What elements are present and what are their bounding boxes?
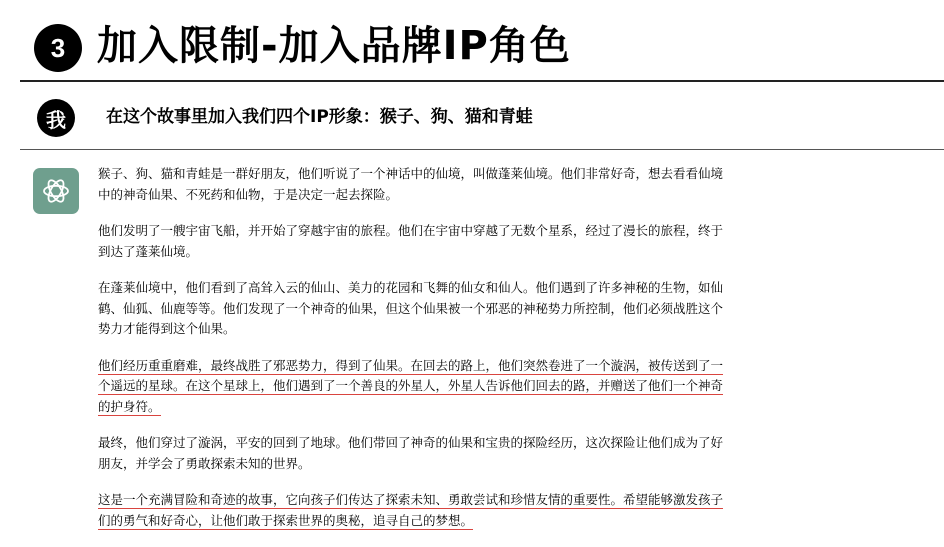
chatgpt-logo-icon [33, 168, 79, 214]
title-divider [20, 80, 944, 82]
answer-paragraph-1: 猴子、狗、猫和青蛙是一群好朋友，他们听说了一个神话中的仙境，叫做蓬莱仙境。他们非常好奇，想去看看仙境中的神奇仙果、不死药和仙物，于是决定一起去探险。 [98, 166, 724, 202]
answer-paragraph-2: 他们发明了一艘宇宙飞船，并开始了穿越宇宙的旅程。他们在宇宙中穿越了无数个星系，经过了漫长的旅程，终于到达了蓬莱仙境。 [98, 223, 724, 259]
message-divider [20, 149, 944, 150]
highlighted-paragraph-4: 他们经历重重磨难，最终战胜了邪恶势力，得到了仙果。在回去的路上，他们突然卷进了一个漩涡，被传送到了一个遥远的星球。在这个星球上，他们遇到了一个善良的外星人，外星人告诉他们回去的路，并赠送了他们一个神奇的护身符。 [98, 357, 724, 414]
highlighted-paragraph-6: 这是一个充满冒险和奇迹的故事，它向孩子们传达了探索未知、勇敢尝试和珍惜友情的重要性。希望能够激发孩子们的勇气和好奇心，让他们敢于探索世界的奥秘，追寻自己的梦想。 [98, 492, 724, 528]
section-number-badge: 3 [34, 24, 82, 72]
slide-title: 加入限制-加入品牌IP角色 [97, 23, 571, 69]
user-message: 在这个故事里加入我们四个IP形象：猴子、狗、猫和青蛙 [106, 107, 533, 127]
assistant-answer [98, 164, 723, 547]
answer-paragraph-4 [98, 356, 723, 418]
answer-paragraph-3: 在蓬莱仙境中，他们看到了高耸入云的仙山、美力的花园和飞舞的仙女和仙人。他们遇到了许多神秘的生物，如仙鹤、仙狐、仙鹿等等。他们发现了一个神奇的仙果，但这个仙果被一个邪恶的神秘势力所控制，他们必须战胜这个势力才能得到这个仙果。 [98, 280, 724, 336]
answer-paragraph-5: 最终，他们穿过了漩涡，平安的回到了地球。他们带回了神奇的仙果和宝贵的探险经历，这次探险让他们成为了好朋友，并学会了勇敢探索未知的世界。 [98, 435, 724, 471]
user-avatar: 我 [37, 99, 75, 137]
answer-paragraph-6 [98, 490, 723, 531]
